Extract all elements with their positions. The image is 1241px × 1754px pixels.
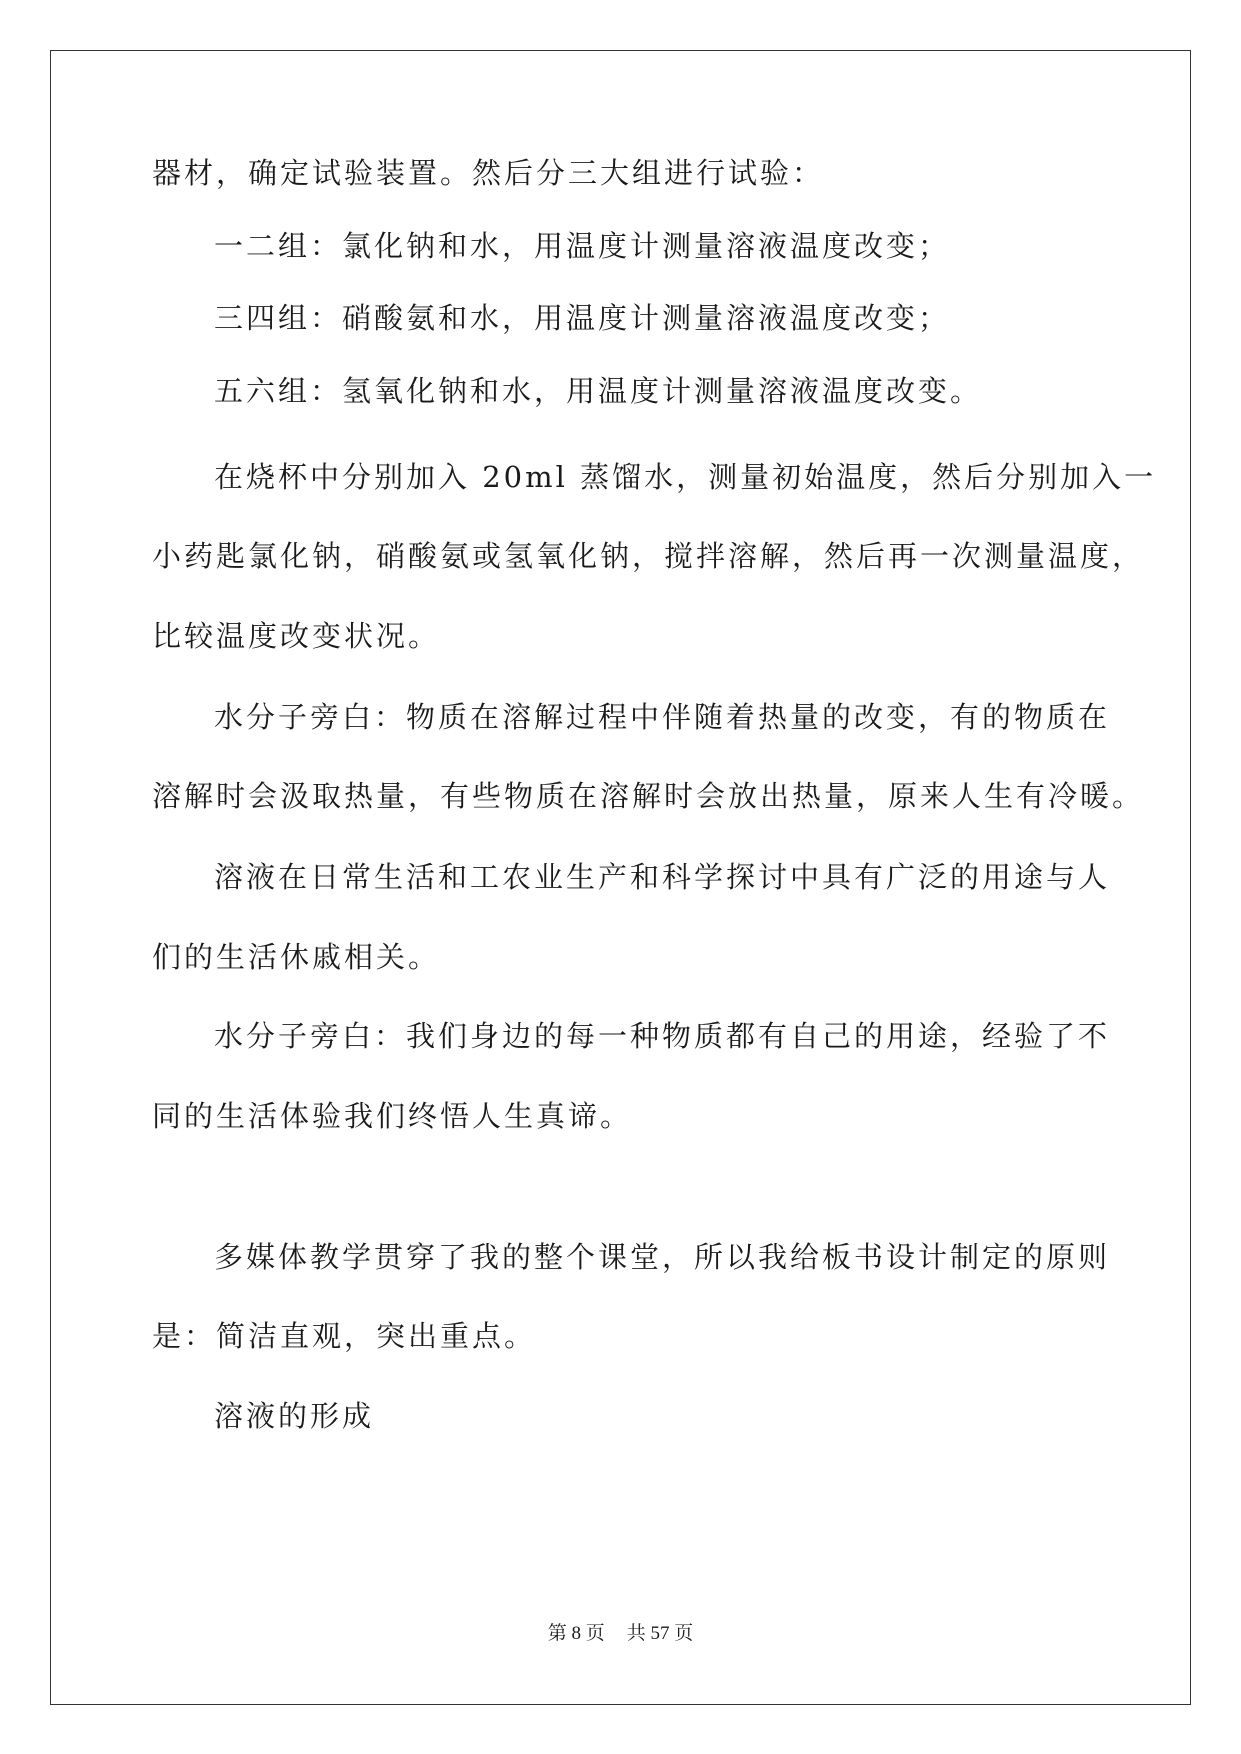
paragraph-line: 溶液在日常生活和工农业生产和科学探讨中具有广泛的用途与人 [214, 860, 1111, 894]
paragraph-line: 比较温度改变状况。 [152, 619, 441, 653]
paragraph-line: 水分子旁白：物质在溶解过程中伴随着热量的改变，有的物质在 [214, 700, 1111, 734]
paragraph-line: 是：简洁直观，突出重点。 [152, 1319, 537, 1353]
paragraph-line: 在烧杯中分别加入 20ml 蒸馏水，测量初始温度，然后分别加入一 [214, 460, 1157, 494]
paragraph-line: 水分子旁白：我们身边的每一种物质都有自己的用途，经验了不 [214, 1019, 1111, 1053]
page-footer [0, 1622, 1241, 1646]
paragraph-line: 三四组：硝酸氨和水，用温度计测量溶液温度改变； [214, 301, 951, 335]
paragraph-line: 溶解时会汲取热量，有些物质在溶解时会放出热量，原来人生有冷暖。 [152, 779, 1145, 813]
paragraph-line: 小药匙氯化钠，硝酸氨或氢氧化钠，搅拌溶解，然后再一次测量温度， [152, 539, 1145, 573]
paragraph-line: 多媒体教学贯穿了我的整个课堂，所以我给板书设计制定的原则 [214, 1240, 1111, 1274]
page-total: 共 57 页 [626, 1623, 694, 1644]
paragraph-line: 一二组：氯化钠和水，用温度计测量溶液温度改变； [214, 229, 951, 263]
paragraph-line: 们的生活休戚相关。 [152, 940, 441, 974]
page-number: 第 8 页 [547, 1623, 605, 1644]
paragraph-line: 溶液的形成 [214, 1399, 375, 1433]
paragraph-line: 器材，确定试验装置。然后分三大组进行试验： [152, 156, 825, 190]
paragraph-line: 五六组：氢氧化钠和水，用温度计测量溶液温度改变。 [214, 374, 983, 408]
paragraph-line: 同的生活体验我们终悟人生真谛。 [152, 1099, 633, 1133]
